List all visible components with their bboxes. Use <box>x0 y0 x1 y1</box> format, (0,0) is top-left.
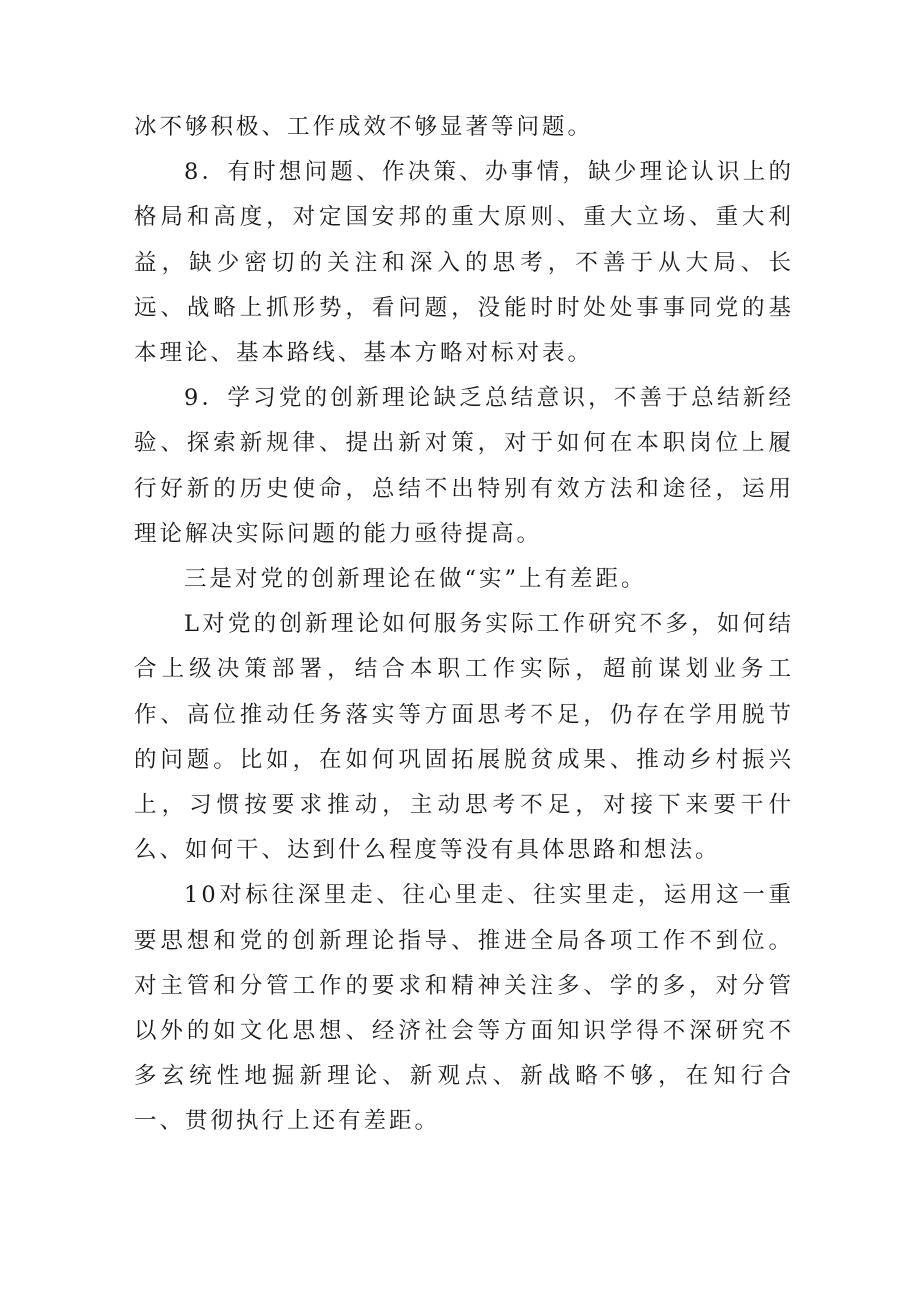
paragraph-item-8: 8．有时想问题、作决策、办事情，缺少理论认识上的格局和高度，对定国安邦的重大原则、重大立场、重大利益，缺少密切的关注和深入的思考，不善于从大局、长远、战略上抓形势，看问题，没能时时处处事事同党的基本理论、基本路线、基本方略对标对表。 <box>134 159 794 367</box>
paragraph-item-9: 9．学习党的创新理论缺乏总结意识，不善于总结新经验、探索新规律、提出新对策，对于如何在本职岗位上履行好新的历史使命，总结不出特别有效方法和途径，运用理论解决实际问题的能力亟待提高。 <box>134 385 794 547</box>
paragraph-item-1: L对党的创新理论如何服务实际工作研究不多，如何结合上级决策部署，结合本职工作实际，超前谋划业务工作、高位推动任务落实等方面思考不足，仍存在学用脱节的问题。比如，在如何巩固拓展脱贫成果、推动乡村振兴上，习惯按要求推动，主动思考不足，对接下来要干什么、如何干、达到什么程度等没有具体思路和想法。 <box>134 611 794 864</box>
paragraph-item-10: 10对标往深里走、往心里走、往实里走，运用这一重要思想和党的创新理论指导、推进全局各项工作不到位。对主管和分管工作的要求和精神关注多、学的多，对分管以外的如文化思想、经济社会等方面知识学得不深研究不多玄统性地掘新理论、新观点、新战略不够，在知行合一、贯彻执行上还有差距。 <box>134 882 794 1135</box>
paragraph-continuation: 冰不够积极、工作成效不够显著等问题。 <box>134 114 594 140</box>
section-heading-3: 三是对党的创新理论在做“实”上有差距。 <box>184 566 647 593</box>
document-page <box>134 105 794 1145</box>
